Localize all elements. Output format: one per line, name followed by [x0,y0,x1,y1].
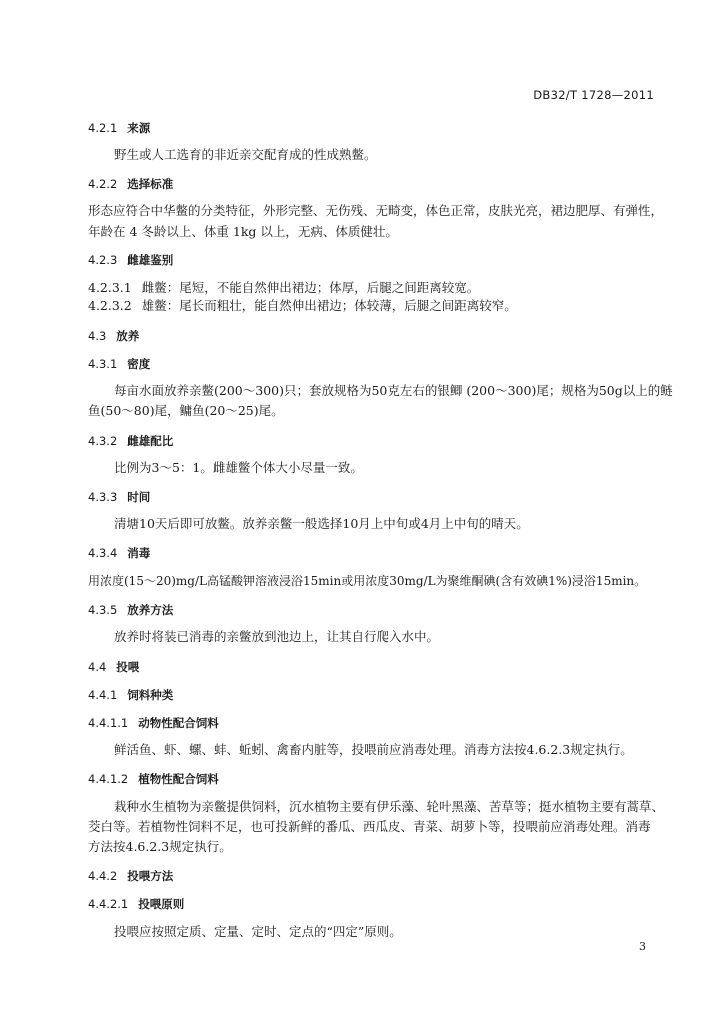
paragraph: 放养时将装已消毒的亲鳖放到池边上，让其自行爬入水中。 [114,629,440,644]
heading-4-4-2 [88,866,668,886]
section-number: 4.4.1 [88,688,118,702]
section-title: 雌雄鉴别 [127,253,174,267]
section-title: 饲料种类 [127,688,174,702]
clause-4-2-3-1 [88,278,668,298]
section-title: 选择标准 [127,177,174,191]
section-title: 时间 [127,490,151,504]
paragraph-line: 每亩水面放养亲鳖(200～300)只；套放规格为50克左右的银鲫 (200～300)尾；规格为50g以上的鲢 [114,383,673,398]
clause-4-2-3-2 [88,296,668,316]
paragraph-line: 形态应符合中华鳖的分类特征，外形完整、无伤残、无畸变，体色正常，皮肤光亮，裙边肥厚、有弹性， [88,203,664,218]
heading-4-3-3 [88,487,668,507]
paragraph-line: 鱼(50～80)尾，鳙鱼(20～25)尾。 [88,403,284,418]
section-number: 4.4.2 [88,869,118,883]
section-title: 投喂方法 [127,869,174,883]
section-number: 4.2.1 [88,121,118,135]
paragraph: 鲜活鱼、虾、螺、蚌、蚯蚓、禽畜内脏等，投喂前应消毒处理。消毒方法按4.6.2.3规定执行。 [114,742,633,757]
heading-4-4-1-1 [88,713,668,733]
heading-4-3-5 [88,600,668,620]
page-number: 3 [639,940,646,953]
heading-4-4 [88,657,668,677]
section-number: 4.4.1.1 [88,716,129,730]
section-number: 4.3.2 [88,434,118,448]
paragraph: 野生或人工选育的非近亲交配育成的性成熟鳖。 [114,147,377,162]
paragraph-line: 茭白等。若植物性饲料不足，也可投新鲜的番瓜、西瓜皮、青菜、胡萝卜等，投喂前应消毒处理。消毒 [88,819,651,834]
heading-4-2-1 [88,118,668,138]
section-title: 动物性配合饲料 [138,716,219,730]
heading-4-2-2 [88,174,668,194]
section-number: 4.3 [88,329,107,343]
paragraph-line: 年龄在 4 冬龄以上、体重 1kg 以上，无病、体质健壮。 [88,224,398,239]
section-title: 投喂 [116,660,140,674]
heading-4-3-2 [88,431,668,451]
section-number: 4.3.5 [88,603,118,617]
section-number: 4.3.1 [88,357,118,371]
section-number: 4.3.4 [88,546,118,560]
paragraph: 比例为3～5：1。雌雄鳖个体大小尽量一致。 [114,460,363,475]
section-title: 来源 [127,121,151,135]
section-number: 4.4.2.1 [88,897,129,911]
clause-number: 4.2.3.2 [88,298,132,313]
heading-4-4-1 [88,685,668,705]
section-title: 密度 [127,357,151,371]
section-number: 4.3.3 [88,490,118,504]
clause-number: 4.2.3.1 [88,280,132,295]
section-title: 消毒 [127,546,151,560]
section-title: 投喂原则 [138,897,185,911]
heading-4-4-2-1 [88,894,668,914]
heading-4-2-3 [88,250,668,270]
heading-4-3-4 [88,543,668,563]
section-number: 4.4 [88,660,107,674]
heading-4-3-1 [88,354,668,374]
section-title: 放养方法 [127,603,174,617]
paragraph: 投喂应按照定质、定量、定时、定点的“四定”原则。 [114,924,402,939]
section-number: 4.2.3 [88,253,118,267]
clause-text: 雌鳖：尾短，不能自然伸出裙边；体厚，后腿之间距离较宽。 [141,280,480,295]
section-title: 雌雄配比 [127,434,174,448]
heading-4-4-1-2 [88,769,668,789]
section-title: 植物性配合饲料 [138,772,219,786]
paragraph-line: 栽种水生植物为亲鳖提供饲料，沉水植物主要有伊乐藻、轮叶黑藻、苦草等；挺水植物主要有蒿草、 [114,799,665,814]
clause-text: 雄鳖：尾长而粗壮，能自然伸出裙边；体较薄，后腿之间距离较窄。 [141,298,517,313]
section-number: 4.4.1.2 [88,772,129,786]
paragraph: 用浓度(15～20)mg/L高锰酸钾溶液浸浴15min或用浓度30mg/L为聚维酮碘(含有效碘1%)浸浴15min。 [88,574,647,588]
document-code: DB32/T 1728—2011 [533,88,654,102]
section-number: 4.2.2 [88,177,118,191]
section-title: 放养 [116,329,140,343]
paragraph: 清塘10天后即可放鳖。放养亲鳖一般选择10月上中旬或4月上中旬的晴天。 [114,516,529,531]
paragraph-line: 方法按4.6.2.3规定执行。 [88,839,232,854]
heading-4-3 [88,326,668,346]
